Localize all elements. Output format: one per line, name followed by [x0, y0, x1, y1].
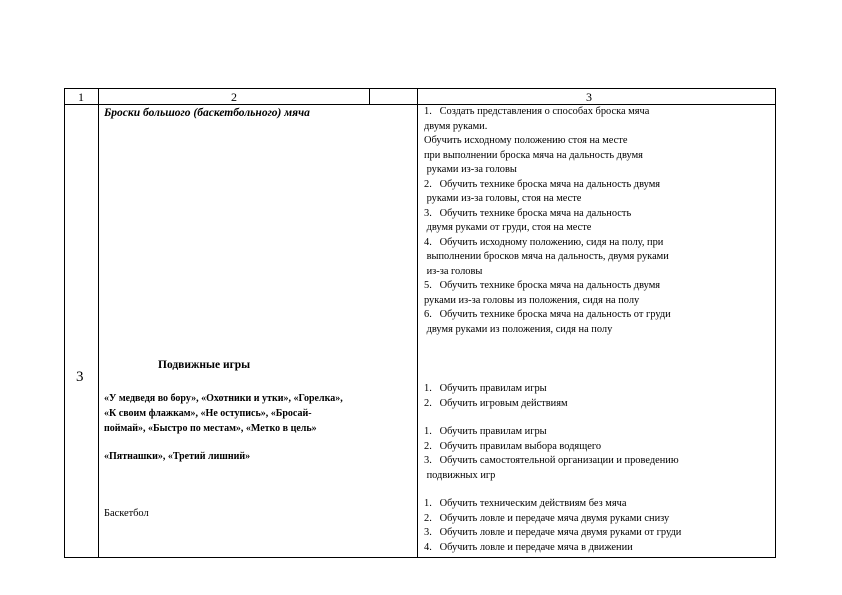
topic-ball-throwing: Броски большого (баскетбольного) мяча — [104, 107, 310, 119]
curriculum-table — [64, 88, 776, 558]
header-bottom-border — [64, 104, 776, 105]
objective-line: 2. Обучить технике броска мяча на дальность двумя — [424, 178, 661, 190]
games-list-line-2: «К своим флажкам», «Не оступись», «Бросай- — [104, 408, 312, 419]
objective-line: выполнении бросков мяча на дальность, двумя руками — [424, 251, 669, 262]
row-number: 3 — [76, 369, 84, 385]
objective-line: 1. Обучить правилам игры — [424, 426, 547, 437]
objective-line: руками из-за головы, стоя на месте — [424, 193, 582, 204]
games-list-line-1: «У медведя во бору», «Охотники и утки», «Горелка», — [104, 393, 343, 404]
objective-line: Обучить исходному положению стоя на месте — [424, 135, 628, 146]
objective-line: 2. Обучить игровым действиям — [424, 397, 568, 409]
topic-basketball: Баскетбол — [104, 508, 149, 519]
table-top-border — [64, 88, 776, 89]
table-left-border — [64, 88, 65, 558]
games-list-2: «Пятнашки», «Третий лишний» — [104, 451, 251, 462]
objective-line: 5. Обучить технике броска мяча на дальность двумя — [424, 280, 661, 291]
header-col-3: 3 — [586, 90, 592, 104]
section-outdoor-games: Подвижные игры — [158, 359, 251, 371]
objective-line: при выполнении броска мяча на дальность двумя — [424, 149, 643, 161]
objective-line: подвижных игр — [424, 469, 496, 481]
column-divider-header-extra — [369, 88, 370, 105]
objective-line: 6. Обучить технике броска мяча на дальность от груди — [424, 309, 671, 320]
objective-line: руками из-за головы — [424, 164, 517, 175]
objective-line: 2. Обучить ловле и передаче мяча двумя руками снизу — [424, 512, 670, 524]
objective-line: двумя руками из положения, сидя на полу — [424, 323, 613, 335]
objective-line: 2. Обучить правилам выбора водящего — [424, 440, 602, 452]
objective-line: 4. Обучить ловле и передаче мяча в движении — [424, 541, 633, 553]
objective-line: 3. Обучить технике броска мяча на дальность — [424, 207, 632, 219]
objective-line: 1. Создать представления о способах броска мяча — [424, 106, 650, 117]
objective-line: 1. Обучить правилам игры — [424, 383, 547, 394]
table-right-border — [775, 88, 776, 558]
games-list-line-3: поймай», «Быстро по местам», «Метко в цель» — [104, 423, 317, 434]
objective-line: руками из-за головы из положения, сидя на полу — [424, 294, 640, 306]
table-bottom-border — [64, 557, 776, 558]
objective-line: 3. Обучить самостоятельной организации и проведению — [424, 455, 679, 466]
objective-line: из-за головы — [424, 265, 483, 277]
objective-line: 4. Обучить исходному положению, сидя на полу, при — [424, 236, 664, 248]
objective-line: двумя руками от груди, стоя на месте — [424, 222, 592, 233]
objective-line: 1. Обучить техническим действиям без мяча — [424, 498, 627, 509]
objective-line: 3. Обучить ловле и передаче мяча двумя руками от груди — [424, 527, 682, 538]
header-col-2: 2 — [231, 90, 237, 104]
column-divider-1 — [98, 88, 99, 558]
header-col-1: 1 — [78, 90, 84, 104]
objective-line: двумя руками. — [424, 120, 488, 132]
column-divider-2 — [417, 88, 418, 558]
